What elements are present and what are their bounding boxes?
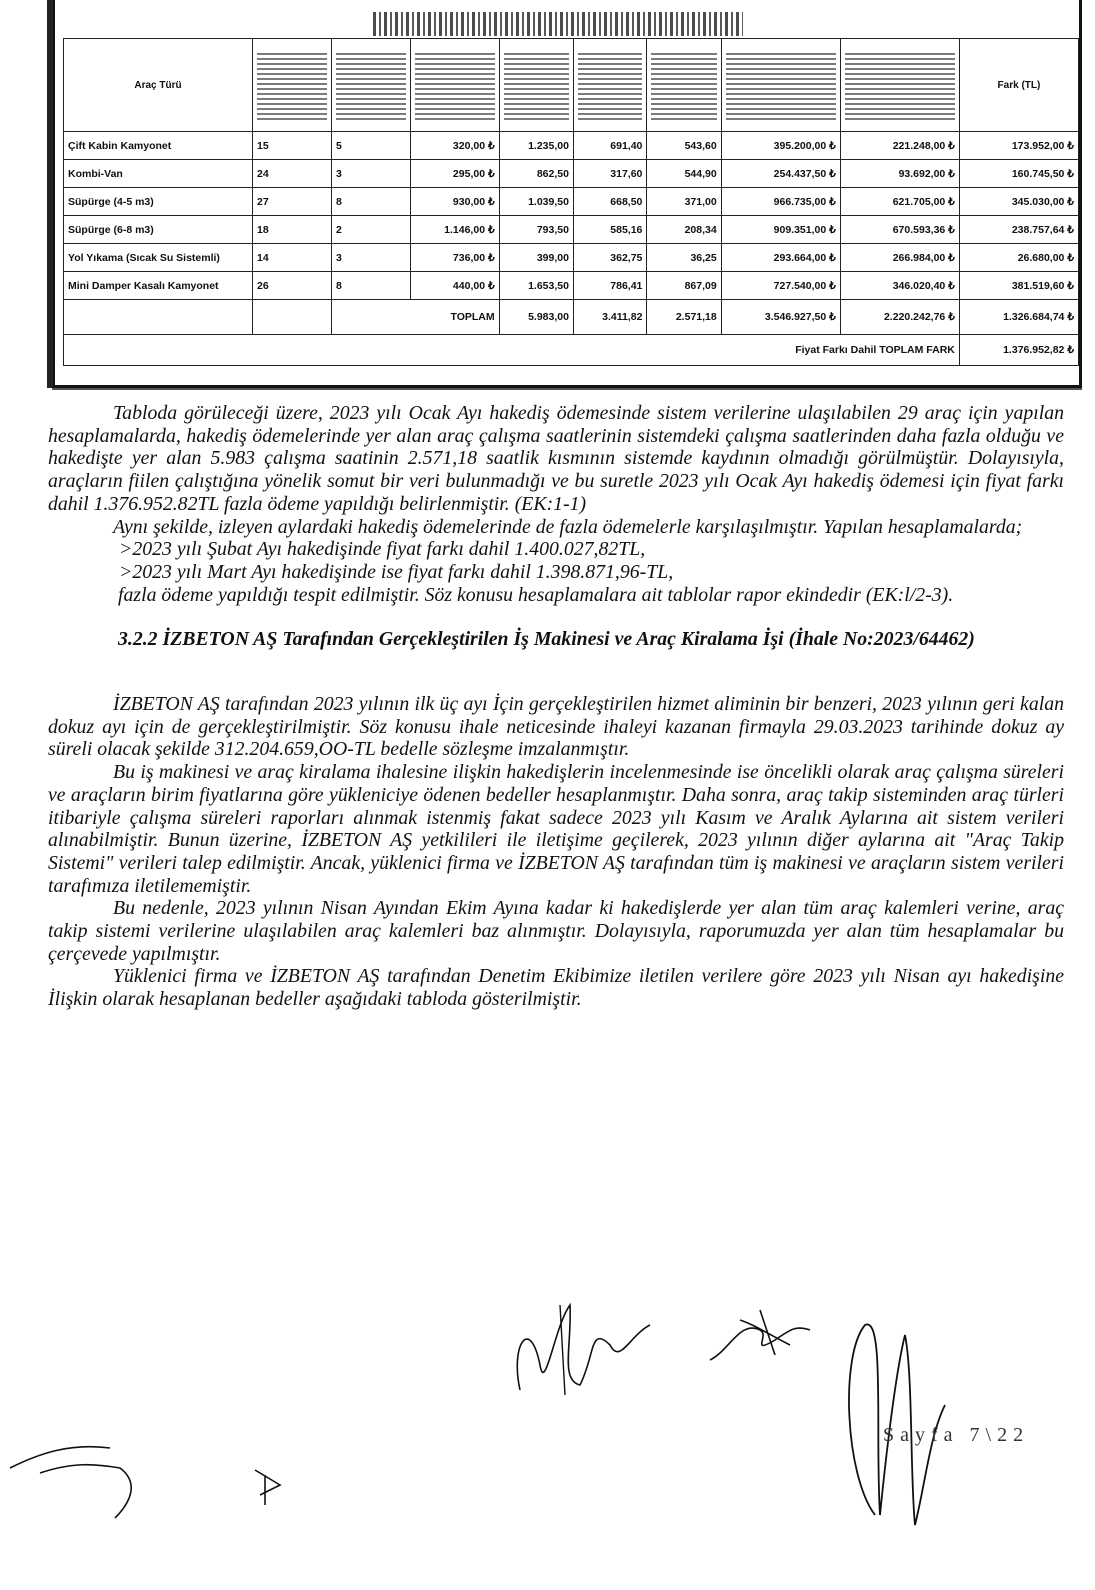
row-unit-price: 440,00 ₺ [411,272,500,300]
row-name: Mini Damper Kasalı Kamyonet [64,272,253,300]
grand-total-value: 1.376.952,82 ₺ [959,335,1078,366]
total-difference: 1.326.684,74 ₺ [959,300,1078,335]
header-illegible-1 [253,39,332,132]
paragraph: fazla ödeme yapıldığı tespit edilmiştir. Söz konusu hesaplamalara ait tablolar rapor ekindedir (EK:l/2-3). [118,583,954,606]
row-unit-price: 320,00 ₺ [411,132,500,160]
row-count: 18 [253,216,332,244]
grand-total-label: Fiyat Farkı Dahil TOPLAM FARK [64,335,960,366]
row-hours-diff: 36,25 [647,244,721,272]
row-difference: 160.745,50 ₺ [959,160,1078,188]
table-title-band [63,8,1071,39]
grand-total-row [64,335,1079,366]
header-illegible-4 [499,39,573,132]
row-system-amount: 266.984,00 ₺ [840,244,959,272]
row-name: Yol Yıkama (Sıcak Su Sistemli) [64,244,253,272]
row-count: 15 [253,132,332,160]
table-row [64,272,1079,300]
row-name: Çift Kabin Kamyonet [64,132,253,160]
row-system-amount: 221.248,00 ₺ [840,132,959,160]
row-unit-price: 736,00 ₺ [411,244,500,272]
row-name: Süpürge (6-8 m3) [64,216,253,244]
total-hours-diff: 2.571,18 [647,300,721,335]
signature-two [700,1300,830,1370]
row-count: 27 [253,188,332,216]
row-name: Süpürge (4-5 m3) [64,188,253,216]
scanned-table [52,0,1082,388]
row-system-count: 3 [332,244,411,272]
total-row [64,300,1079,335]
data-table [63,38,1079,366]
blank-cell [64,300,253,335]
row-difference: 173.952,00 ₺ [959,132,1078,160]
row-system-amount: 346.020,40 ₺ [840,272,959,300]
paragraph: İZBETON AŞ tarafından 2023 yılının ilk üç ayı İçin gerçekleştirilen hizmet aliminin bir benzeri, 2023 yılının geri kalan dokuz ayı için de gerçekleştirilmiştir. Söz konusu ihale neticesinde ihaleyi kazanan firmayla 29.03.2023 tarihinde dokuz ay süreli olacak şekilde 312.204.659,OO-TL bedelle sözleşme imzalanmıştır. [48,693,1064,761]
row-system-amount: 621.705,00 ₺ [840,188,959,216]
row-hours-diff: 371,00 [647,188,721,216]
row-difference: 26.680,00 ₺ [959,244,1078,272]
header-illegible-8 [840,39,959,132]
row-hours-system: 585,16 [573,216,646,244]
row-system-count: 8 [332,272,411,300]
row-hours-paid: 1.653,50 [499,272,573,300]
row-count: 26 [253,272,332,300]
header-illegible-2 [332,39,411,132]
blank-cell [253,300,332,335]
paragraph: Bu nedenle, 2023 yılının Nisan Ayından Ekim Ayına kadar ki hakedişlerde yer alan tüm araç kalemleri verine, araç takip sistemi verilerine ulaşılabilen araç kalemleri baz alınmıştır. Dolayısıyla, raporumuzda yer alan tüm hesaplamalar bu çerçevede yapılmıştır. [48,897,1064,965]
header-illegible-3 [411,39,500,132]
row-difference: 345.030,00 ₺ [959,188,1078,216]
row-paid-amount: 966.735,00 ₺ [721,188,840,216]
row-paid-amount: 293.664,00 ₺ [721,244,840,272]
paragraph: Tabloda görüleceği üzere, 2023 yılı Ocak Ayı hakediş ödemesinde sistem verilerine ulaşılabilen 29 araç için yapılan hesaplamalarda, hakediş ödemelerinde yer alan araç çalışma saatlerinin sistemdeki çalışma saatlerinden daha fazla olduğu ve hakedişte yer alan 5.983 çalışma saatinin 2.571,18 saatlik kısmının sistemde kaydının olmadığı görülmüştür. Dolayısıyla, araçların fiilen çalıştığına yönelik somut bir veri bulunmadığı ve bu suretle 2023 yılı Ocak Ayı hakediş ödemesi için fiyat farkı dahil 1.376.952.82TL fazla ödeme yapıldığı belirlenmiştir. (EK:1-1) [48,402,1064,515]
row-system-count: 2 [332,216,411,244]
row-system-count: 5 [332,132,411,160]
initials-left [0,1428,150,1528]
row-hours-paid: 1.039,50 [499,188,573,216]
row-hours-diff: 208,34 [647,216,721,244]
row-hours-system: 362,75 [573,244,646,272]
header-difference: Fark (TL) [959,39,1078,132]
header-illegible-7 [721,39,840,132]
header-illegible-5 [573,39,646,132]
header-row [64,39,1079,132]
row-hours-paid: 793,50 [499,216,573,244]
row-unit-price: 295,00 ₺ [411,160,500,188]
row-difference: 238.757,64 ₺ [959,216,1078,244]
row-difference: 381.519,60 ₺ [959,272,1078,300]
row-system-amount: 670.593,36 ₺ [840,216,959,244]
row-paid-amount: 395.200,00 ₺ [721,132,840,160]
row-unit-price: 1.146,00 ₺ [411,216,500,244]
row-hours-diff: 867,09 [647,272,721,300]
row-hours-system: 317,60 [573,160,646,188]
paragraph: Bu iş makinesi ve araç kiralama ihalesine ilişkin hakedişlerin incelenmesinde ise öncelikli olarak araç çalışma süreleri ve araçların birim fiyatlarına göre yükleniciye ödenen bedeller hesaplanmıştır. Daha sonra, araç takip sisteminden araç türleri itibariyle çalışma süreleri raporları alınmak istenmiş fakat sadece 2023 yılı Kasım ve Aralık Aylarına ait sistem verileri alınabilmiştir. Bunun üzerine, İZBETON AŞ yetkilileri ile iletişime geçilerek, 2023 yılının diğer aylarına ait "Araç Takip Sistemi" verileri talep edilmiştir. Ancak, yüklenici firma ve İZBETON AŞ tarafından tüm iş makinesi ve araçların sistem verileri tarafımıza iletilememiştir. [48,761,1064,897]
row-system-amount: 93.692,00 ₺ [840,160,959,188]
row-hours-system: 668,50 [573,188,646,216]
total-hours-system: 3.411,82 [573,300,646,335]
row-paid-amount: 254.437,50 ₺ [721,160,840,188]
row-hours-diff: 544,90 [647,160,721,188]
row-hours-paid: 1.235,00 [499,132,573,160]
total-label: TOPLAM [332,300,500,335]
initials-mark [245,1455,295,1515]
bullet-item: >2023 yılı Mart Ayı hakedişinde ise fiyat farkı dahil 1.398.871,96-TL, [119,560,674,583]
row-hours-diff: 543,60 [647,132,721,160]
row-name: Kombi-Van [64,160,253,188]
row-hours-paid: 862,50 [499,160,573,188]
report-body [48,402,1064,1011]
row-hours-system: 691,40 [573,132,646,160]
row-hours-paid: 399,00 [499,244,573,272]
row-system-count: 3 [332,160,411,188]
table-row [64,160,1079,188]
row-count: 24 [253,160,332,188]
row-system-count: 8 [332,188,411,216]
row-paid-amount: 909.351,00 ₺ [721,216,840,244]
row-paid-amount: 727.540,00 ₺ [721,272,840,300]
row-hours-system: 786,41 [573,272,646,300]
illegible-table-title [373,12,743,36]
total-hours-paid: 5.983,00 [499,300,573,335]
table-row [64,132,1079,160]
section-heading: 3.2.2 İZBETON AŞ Tarafından Gerçekleştirilen İş Makinesi ve Araç Kiralama İşi (İhale No:2023/64462) [118,628,975,651]
row-unit-price: 930,00 ₺ [411,188,500,216]
table-row [64,244,1079,272]
paragraph: Aynı şekilde, izleyen aylardaki hakediş ödemelerinde de fazla ödemelerle karşılaşılmıştır. Yapılan hesaplamalarda; [113,515,1023,538]
row-count: 14 [253,244,332,272]
total-paid-amount: 3.546.927,50 ₺ [721,300,840,335]
page-number: Sayfa 7\22 [883,1424,1030,1446]
total-system-amount: 2.220.242,76 ₺ [840,300,959,335]
header-vehicle-type: Araç Türü [64,39,253,132]
table-row [64,216,1079,244]
header-illegible-6 [647,39,721,132]
paragraph: Yüklenici firma ve İZBETON AŞ tarafından Denetim Ekibimize iletilen verilere göre 2023 yılı Nisan ayı hakedişine İlişkin olarak hesaplanan bedeller aşağıdaki tabloda gösterilmiştir. [48,965,1064,1011]
bullet-item: >2023 yılı Şubat Ayı hakedişinde fiyat farkı dahil 1.400.027,82TL, [119,538,646,561]
table-row [64,188,1079,216]
